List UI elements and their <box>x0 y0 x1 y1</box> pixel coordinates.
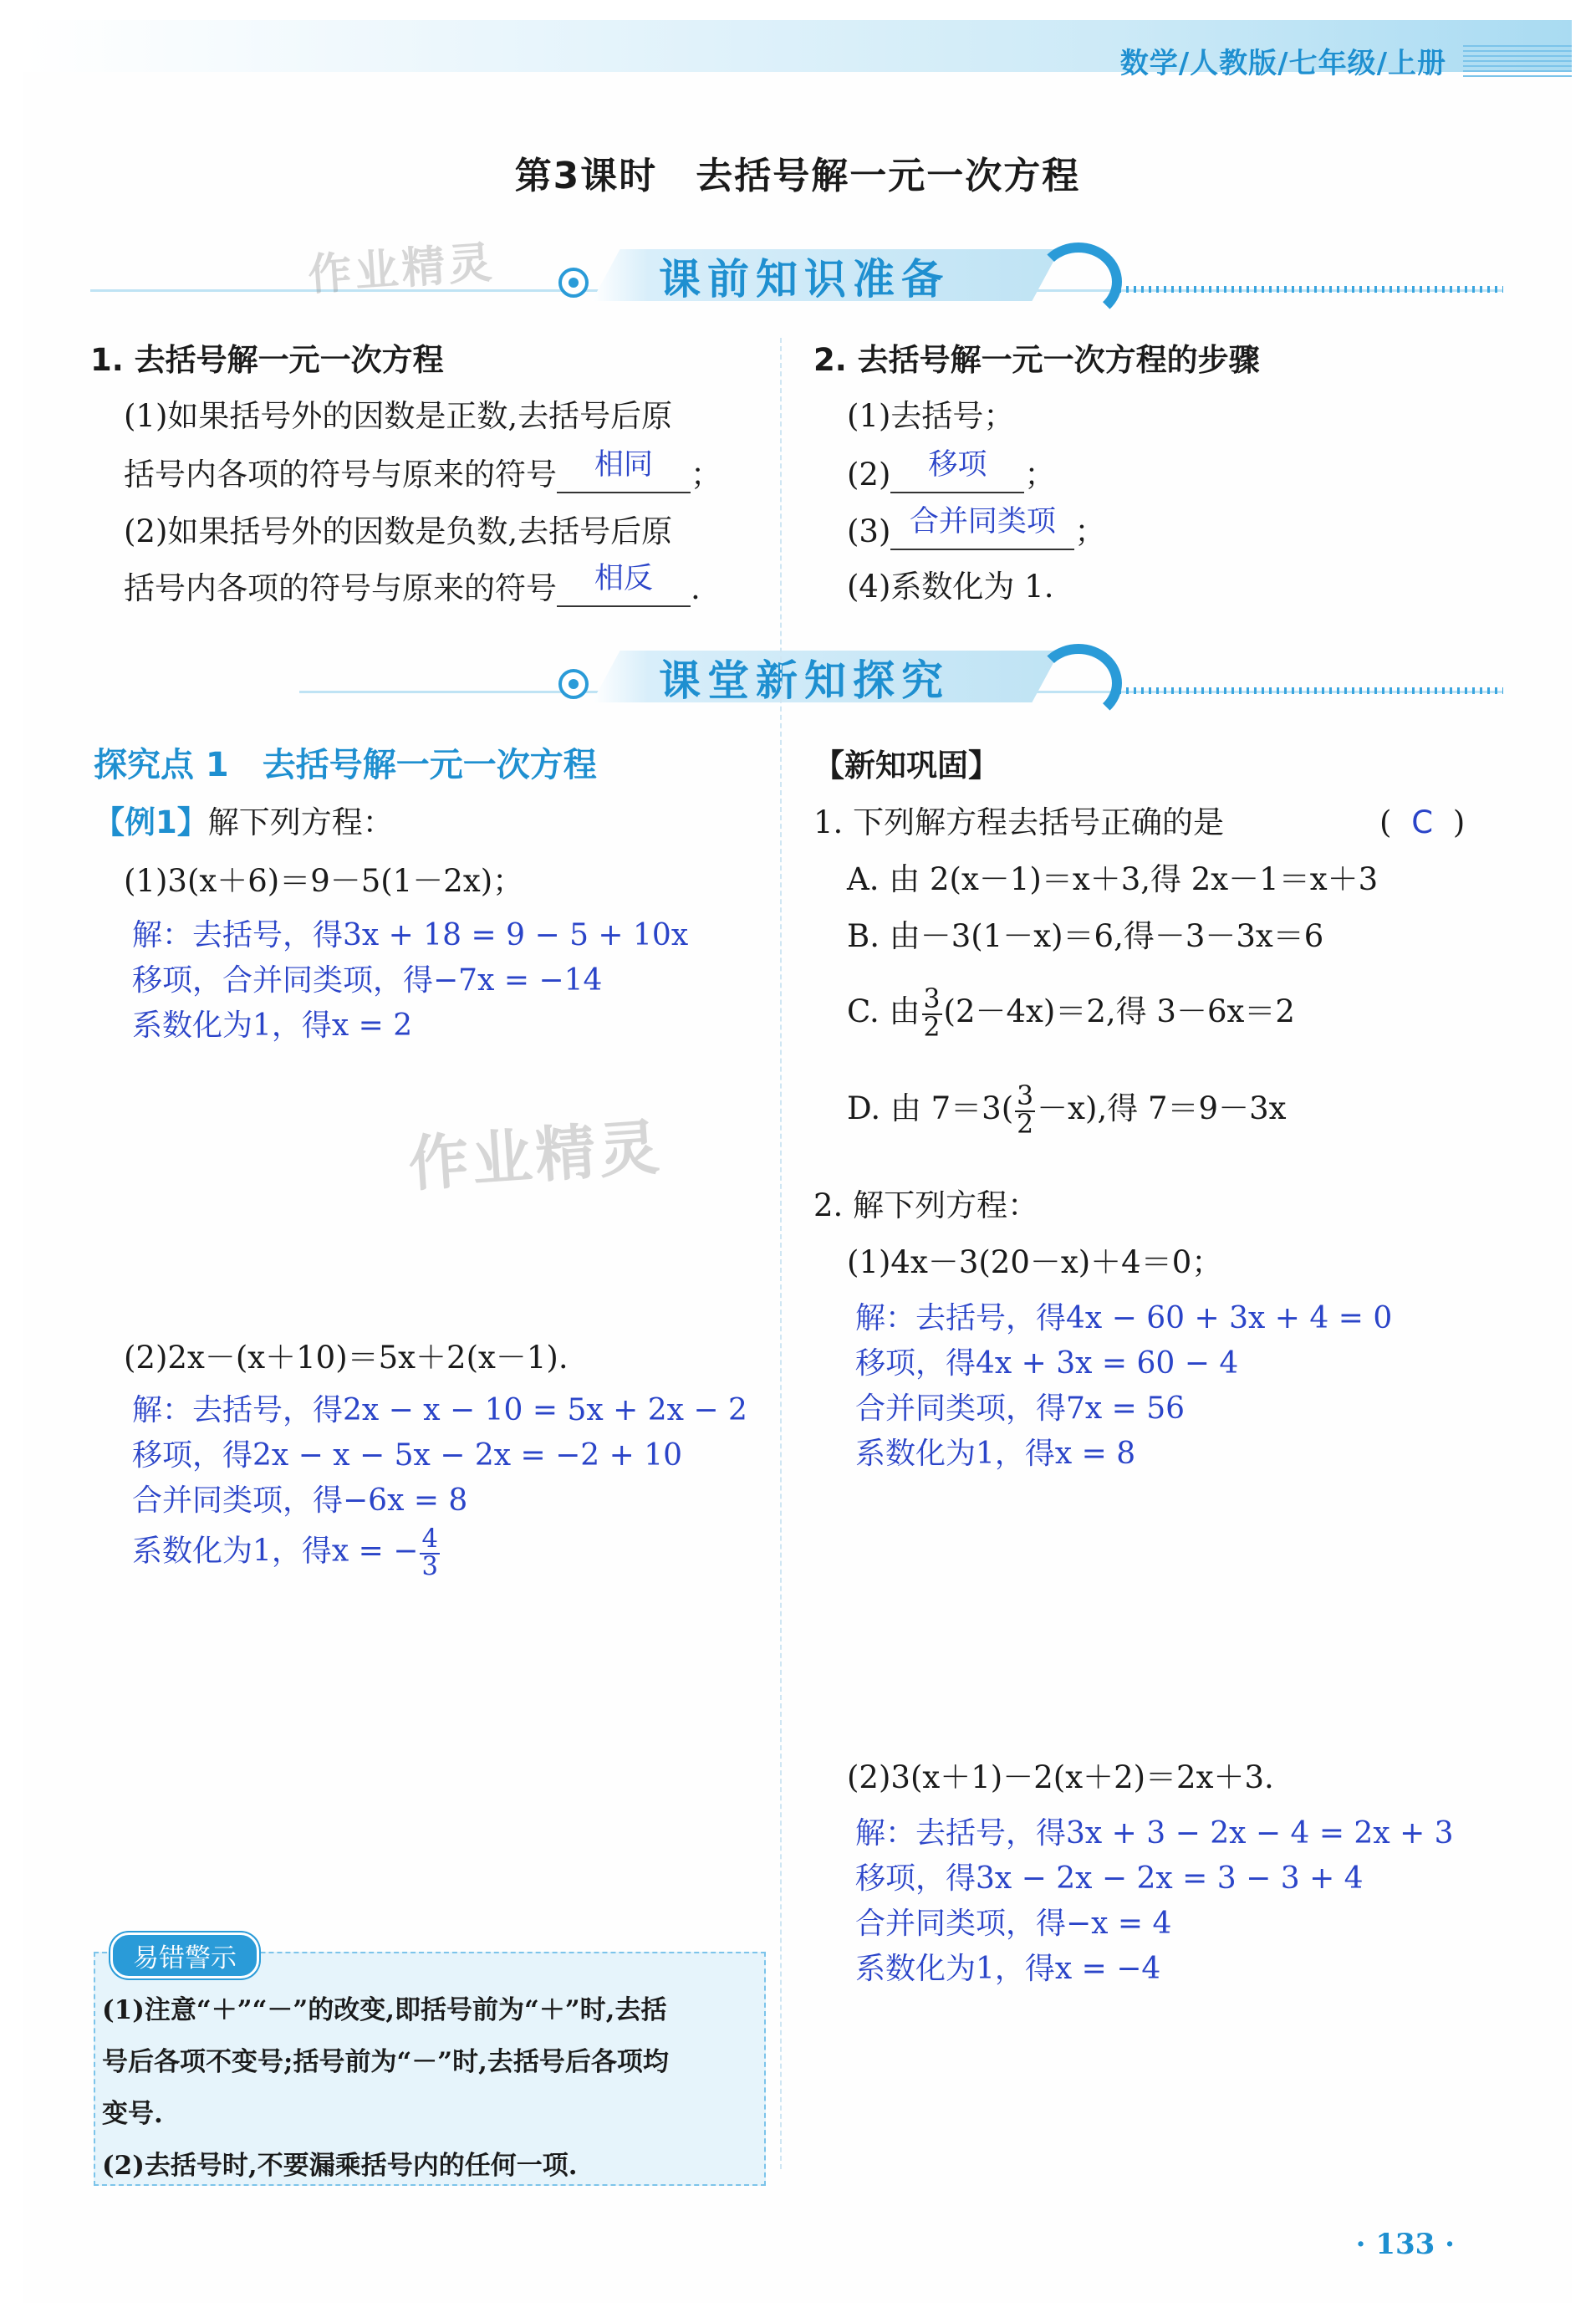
answer-line: 移项，得4x + 3x = 60 − 4 <box>855 1346 1239 1381</box>
answer-line: 解：去括号，得2x − x − 10 = 5x + 2x − 2 <box>132 1393 747 1427</box>
example-1 <box>94 804 394 841</box>
answer-line <box>132 1524 441 1581</box>
lesson-title: 第3课时 去括号解一元一次方程 <box>514 155 1081 197</box>
answer-line: 合并同类项，得−x = 4 <box>855 1907 1172 1941</box>
banner-pre-class <box>90 237 1503 313</box>
book-label: 数学/人教版/七年级/上册 <box>1119 47 1446 80</box>
answer-line: 移项，得2x − x − 5x − 2x = −2 + 10 <box>132 1438 683 1473</box>
denominator: 3 <box>421 1551 438 1581</box>
step-3-num: (3) <box>847 513 891 549</box>
consolidate-heading: 【新知巩固】 <box>813 748 999 784</box>
handwritten-answer: 相同 <box>594 448 653 482</box>
answer-line: 移项，得3x − 2x − 2x = 3 − 3 + 4 <box>855 1861 1364 1896</box>
blank-1 <box>557 448 691 493</box>
line4-text: 括号内各项的符号与原来的符号 <box>124 570 557 606</box>
banner-dots <box>1119 687 1503 694</box>
handwritten-answer: 相反 <box>594 562 653 595</box>
denominator: 2 <box>1017 1109 1034 1140</box>
pre-left-line1: (1)如果括号外的因数是正数,去括号后原 <box>124 398 673 434</box>
column-divider <box>780 338 782 2169</box>
example-tag: 【例1】 <box>94 804 208 840</box>
step-2 <box>847 448 1056 493</box>
answer-line: 解：去括号，得3x + 3 − 2x − 4 = 2x + 3 <box>855 1816 1454 1851</box>
paren-left: ( <box>1379 804 1392 840</box>
target-icon <box>558 268 589 298</box>
tip-line: 号后各项不变号;括号前为“－”时,去括号后各项均 <box>102 2047 669 2077</box>
explore-heading: 探究点 1 去括号解一元一次方程 <box>94 746 597 784</box>
example-text: 解下列方程： <box>207 804 394 840</box>
option-c <box>847 978 1295 1045</box>
paren-right: ) <box>1452 804 1466 840</box>
banner-label: 课堂新知探究 <box>659 656 950 705</box>
step-1: (1)去括号； <box>847 398 1015 434</box>
swirl-icon <box>1035 243 1122 321</box>
pre-left-line2 <box>124 448 722 493</box>
problem-2-2: (2)3(x＋1)－2(x＋2)＝2x＋3. <box>847 1759 1274 1795</box>
line4-end: . <box>691 570 701 606</box>
target-icon <box>558 669 589 699</box>
handwritten-answer: 移项 <box>928 448 987 482</box>
problem-2-1: (1)4x－3(20－x)＋4＝0； <box>847 1244 1223 1280</box>
pre-left-line4 <box>124 562 701 607</box>
step-3-end: ； <box>1074 513 1106 549</box>
line2-end: ； <box>691 457 722 493</box>
header-stripes <box>1463 45 1572 79</box>
page-number: · 133 · <box>1355 2228 1455 2261</box>
option-c-post: (2－4x)＝2,得 3－6x＝2 <box>943 993 1295 1029</box>
step-3 <box>847 505 1106 550</box>
pre-right-heading: 2. 去括号解一元一次方程的步骤 <box>813 342 1260 378</box>
step-2-num: (2) <box>847 457 891 493</box>
banner-in-class <box>90 639 1503 714</box>
question-2: 2. 解下列方程： <box>813 1187 1039 1223</box>
option-c-pre: C. 由 <box>847 993 920 1029</box>
answer-line: 合并同类项，得7x = 56 <box>855 1391 1186 1426</box>
numerator: 4 <box>421 1524 438 1554</box>
answer-text: 系数化为1，得x = − <box>132 1534 419 1569</box>
tip-line: (1)注意“＋”“－”的改变,即括号前为“＋”时,去括 <box>102 1995 667 2025</box>
fraction <box>1015 1081 1035 1140</box>
pre-left-line3: (2)如果括号外的因数是负数,去括号后原 <box>124 513 673 549</box>
pre-left-heading: 1. 去括号解一元一次方程 <box>90 342 444 378</box>
problem-2: (2)2x－(x＋10)＝5x＋2(x－1). <box>124 1340 569 1376</box>
tip-line: (2)去括号时,不要漏乘括号内的任何一项. <box>102 2151 578 2181</box>
answer-line: 解：去括号，得4x − 60 + 3x + 4 = 0 <box>855 1301 1393 1335</box>
fraction <box>922 984 942 1043</box>
answer-line: 系数化为1，得x = −4 <box>855 1952 1161 1986</box>
line2-text: 括号内各项的符号与原来的符号 <box>124 457 557 493</box>
banner-dots <box>1119 286 1503 293</box>
option-d-post: －x),得 7＝9－3x <box>1037 1090 1287 1126</box>
denominator: 2 <box>923 1012 941 1043</box>
answer-line: 移项，合并同类项，得−7x = −14 <box>132 963 603 998</box>
blank-2 <box>557 562 691 607</box>
answer-line: 系数化为1，得x = 2 <box>132 1008 413 1043</box>
step-2-end: ； <box>1024 457 1056 493</box>
banner-label: 课前知识准备 <box>659 255 950 304</box>
swirl-icon <box>1035 644 1122 722</box>
blank-3 <box>890 448 1024 493</box>
blank-4 <box>890 505 1074 550</box>
handwritten-answer: 合并同类项 <box>909 505 1056 539</box>
option-d-pre: D. 由 7＝3( <box>847 1090 1014 1126</box>
tip-tag: 易错警示 <box>110 1932 259 1978</box>
tip-line: 变号. <box>102 2099 163 2129</box>
numerator: 3 <box>923 984 941 1015</box>
answer-line: 解：去括号，得3x + 18 = 9 − 5 + 10x <box>132 918 689 952</box>
option-b: B. 由－3(1－x)＝6,得－3－3x＝6 <box>847 918 1324 954</box>
problem-1: (1)3(x＋6)＝9－5(1－2x)； <box>124 863 524 899</box>
answer-line: 合并同类项，得−6x = 8 <box>132 1483 468 1518</box>
option-d <box>847 1075 1286 1142</box>
header-bar <box>23 20 1572 80</box>
page <box>23 20 1572 2303</box>
question-1: 1. 下列解方程去括号正确的是 <box>813 804 1225 840</box>
answer-line: 系数化为1，得x = 8 <box>855 1437 1136 1471</box>
option-a: A. 由 2(x－1)＝x＋3,得 2x－1＝x＋3 <box>847 861 1379 897</box>
step-4: (4)系数化为 1. <box>847 569 1054 605</box>
numerator: 3 <box>1017 1081 1034 1112</box>
handwritten-answer: C <box>1411 804 1434 840</box>
q1-answer-bracket <box>1379 804 1465 841</box>
watermark: 作业精灵 <box>306 237 497 301</box>
fraction <box>420 1524 439 1581</box>
watermark: 作业精灵 <box>405 1111 665 1200</box>
